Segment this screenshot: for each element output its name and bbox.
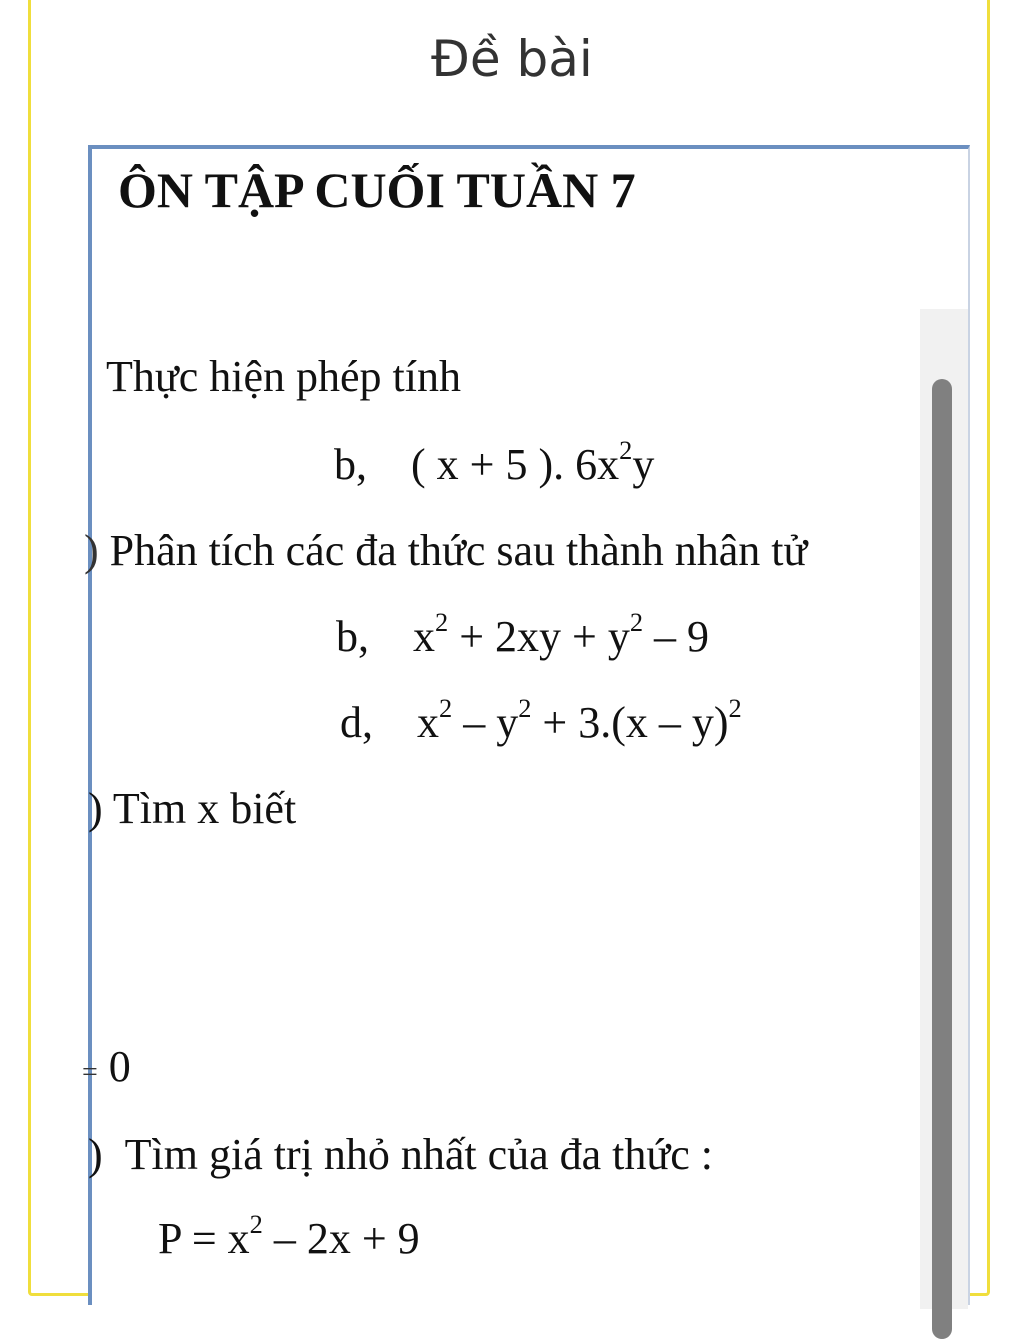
question-1-part-b: b, ( x + 5 ). $6x^2y$ (334, 435, 655, 489)
question-3-prompt: ) Tìm x biết (88, 784, 297, 833)
question-2-prompt: ) Phân tích các đa thức sau thành nhân tử (84, 526, 808, 575)
scrollbar-thumb[interactable] (932, 379, 952, 1339)
document-heading: ÔN TẬP CUỐI TUẦN 7 (118, 162, 636, 218)
page-title: Đề bài (431, 30, 593, 88)
question-3-tail: = 0 (82, 1042, 131, 1091)
question-4-expression: $P = x^2 - 2x + 9$ (158, 1209, 420, 1263)
question-2-part-b: b, $x^2 + 2xy + y^2 - 9$ (336, 607, 710, 661)
scrollbar-track[interactable] (920, 309, 968, 1309)
question-4-prompt: ) Tìm giá trị nhỏ nhất của đa thức : (88, 1130, 714, 1179)
document-image-viewer[interactable] (82, 145, 970, 1305)
question-2-part-d: d, $x^2 - y^2 + 3.(x - y)^2$ (340, 693, 742, 747)
question-1-prompt: Thực hiện phép tính (106, 352, 461, 401)
